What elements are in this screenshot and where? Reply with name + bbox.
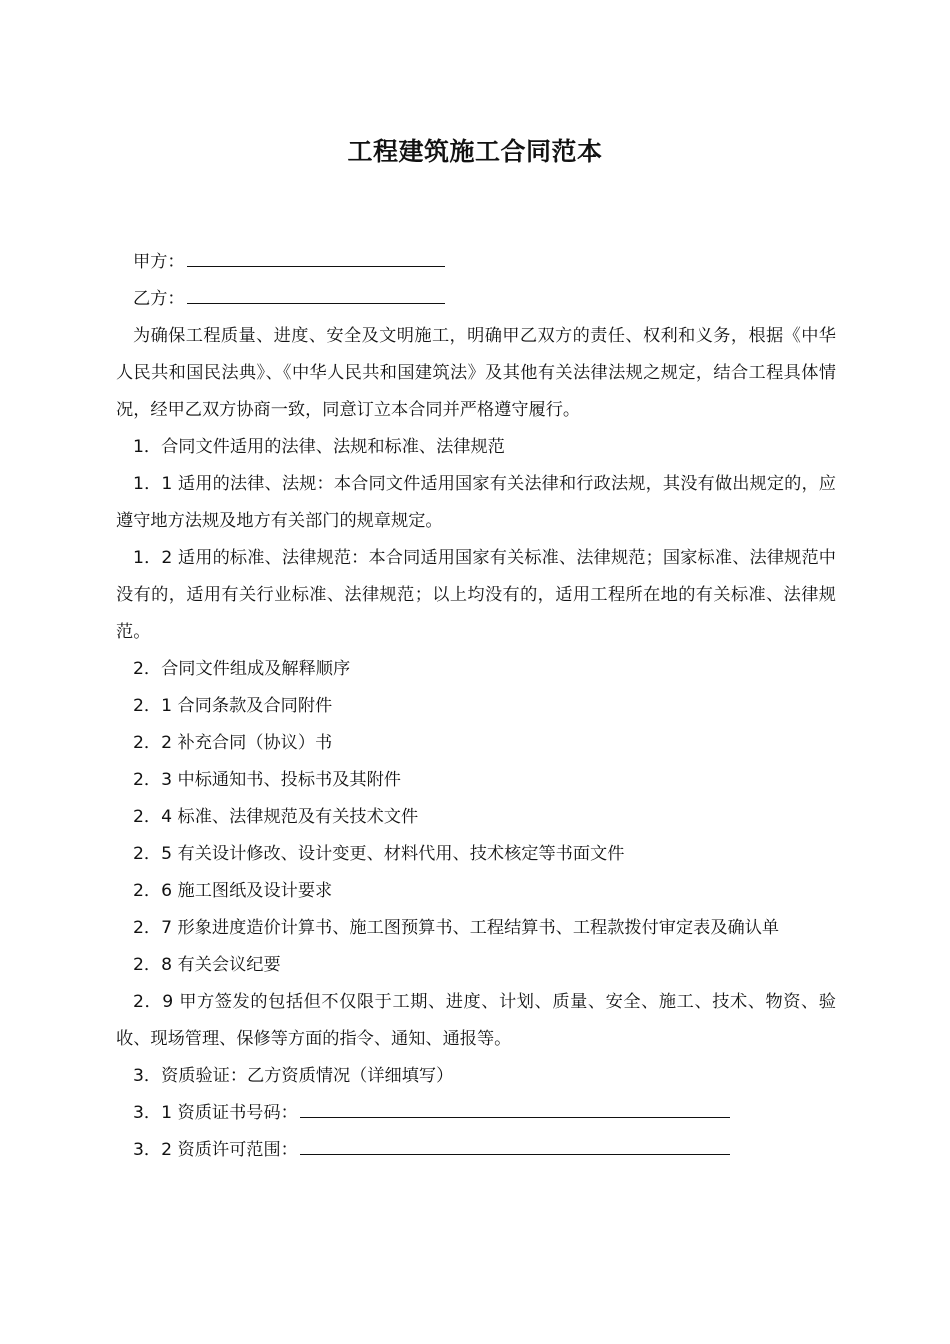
section-3-heading: 3．资质验证：乙方资质情况（详细填写）	[133, 1066, 454, 1086]
clause-2-4: 2．4 标准、法律规范及有关技术文件	[133, 807, 419, 827]
party-a-blank[interactable]	[187, 250, 445, 267]
party-b-blank[interactable]	[187, 287, 445, 304]
certificate-number-blank[interactable]	[300, 1101, 730, 1118]
party-b-line	[116, 281, 836, 318]
clause-2-3: 2．3 中标通知书、投标书及其附件	[133, 770, 401, 790]
clause-1-2: 1．2 适用的标准、法律规范：本合同适用国家有关标准、法律规范；国家标准、法律规范中没有的，适用有关行业标准、法律规范；以上均没有的，适用工程所在地的有关标准、法律规范。	[116, 548, 836, 642]
clause-3-1	[116, 1095, 836, 1132]
section-2-heading: 2．合同文件组成及解释顺序	[133, 659, 351, 679]
document-title: 工程建筑施工合同范本	[347, 137, 603, 166]
party-b-label: 乙方：	[133, 289, 185, 309]
clause-2-1: 2．1 合同条款及合同附件	[133, 696, 333, 716]
clause-1-1: 1．1 适用的法律、法规：本合同文件适用国家有关法律和行政法规，其没有做出规定的，应遵守地方法规及地方有关部门的规章规定。	[116, 474, 836, 531]
document-body	[116, 244, 836, 1169]
clause-3-1-label: 3．1 资质证书号码：	[133, 1103, 298, 1123]
clause-3-2-label: 3．2 资质许可范围：	[133, 1140, 298, 1160]
intro-paragraph: 为确保工程质量、进度、安全及文明施工，明确甲乙双方的责任、权利和义务，根据《中华人民共和国民法典》、《中华人民共和国建筑法》及其他有关法律法规之规定，结合工程具体情况，经甲乙双方协商一致，同意订立本合同并严格遵守履行。	[116, 326, 836, 420]
clause-2-9: 2．9 甲方签发的包括但不仅限于工期、进度、计划、质量、安全、施工、技术、物资、验收、现场管理、保修等方面的指令、通知、通报等。	[116, 992, 836, 1049]
clause-2-8: 2．8 有关会议纪要	[133, 955, 281, 975]
section-1-heading: 1．合同文件适用的法律、法规和标准、法律规范	[133, 437, 505, 457]
clause-3-2	[116, 1132, 836, 1169]
clause-2-5: 2．5 有关设计修改、设计变更、材料代用、技术核定等书面文件	[133, 844, 625, 864]
clause-2-7: 2．7 形象进度造价计算书、施工图预算书、工程结算书、工程款拨付审定表及确认单	[133, 918, 780, 938]
clause-2-6: 2．6 施工图纸及设计要求	[133, 881, 333, 901]
party-a-label: 甲方：	[133, 252, 185, 272]
license-scope-blank[interactable]	[300, 1138, 730, 1155]
clause-2-2: 2．2 补充合同（协议）书	[133, 733, 333, 753]
party-a-line	[116, 244, 836, 281]
